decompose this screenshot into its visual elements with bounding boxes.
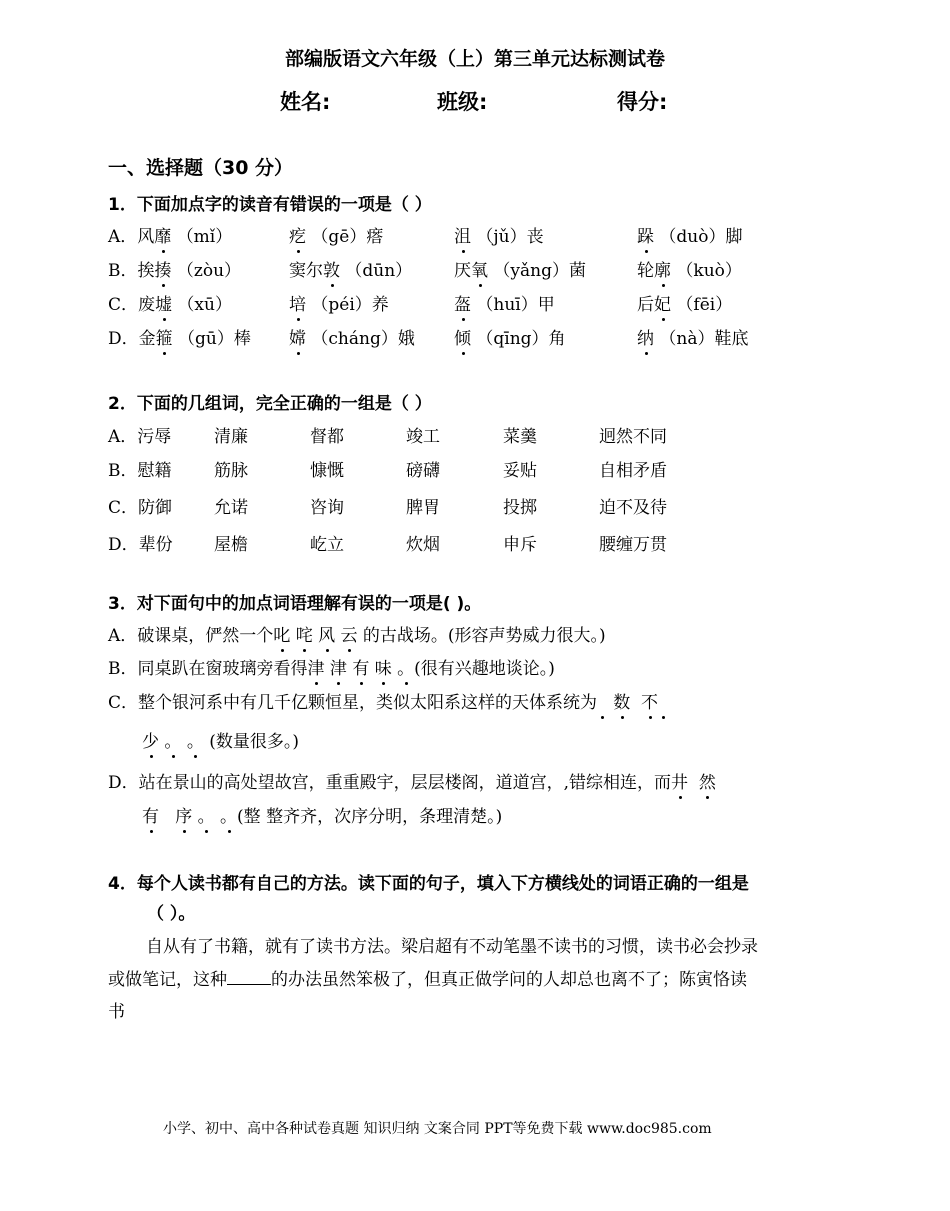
score-label: 得分: — [617, 90, 668, 114]
question-4-answer-bracket: （ ）。 — [147, 904, 196, 924]
q2-word: 清廉 — [214, 427, 248, 447]
q2-word: 督都 — [310, 427, 344, 447]
dotted-char: 敦 — [323, 261, 340, 281]
dotted-char: 。 — [220, 807, 238, 827]
dotted-char: 少 — [142, 732, 159, 752]
q1-option-cell — [454, 324, 566, 349]
option-text: (很有兴趣地谈论。) — [414, 659, 555, 679]
q1-option-cell — [289, 324, 415, 349]
q2-word: 妥贴 — [503, 461, 537, 481]
pinyin-suffix: （huī）甲 — [476, 295, 555, 315]
q1-option-cell — [637, 222, 742, 247]
pinyin-suffix: （jǔ）丧 — [476, 227, 544, 247]
dotted-char: 数 — [613, 693, 631, 713]
q2-word: 屋檐 — [214, 535, 248, 555]
q1-option-cell — [637, 256, 742, 281]
q1-option-cell — [289, 222, 383, 247]
q2-word: B．慰籍 — [108, 461, 172, 481]
fill-in-blank[interactable] — [227, 968, 271, 985]
q2-word: 竣工 — [406, 427, 440, 447]
question-3-option-b — [108, 654, 555, 679]
dotted-char: 井 — [671, 773, 689, 793]
q2-word: 菜羹 — [503, 427, 537, 447]
dotted-char: 墟 — [155, 295, 173, 315]
dotted-char: 靡 — [154, 227, 172, 247]
footer-text[interactable]: 小学、初中、高中各种试卷真题 知识归纳 文案合同 PPT等免费下载 www.doc985.com — [163, 1121, 712, 1137]
question-4-paragraph-line-1: 自从有了书籍，就有了读书方法。梁启超有不动笔墨不读书的习惯，读书必会抄录 — [146, 937, 758, 957]
pinyin-suffix: （cháng）娥 — [311, 329, 415, 349]
dotted-char: 。 — [397, 659, 415, 679]
cell-prefix: C．废 — [108, 295, 156, 315]
question-4-paragraph-line-3: 书 — [108, 1002, 125, 1022]
dotted-char: 跺 — [637, 227, 654, 247]
q1-option-cell — [108, 324, 251, 349]
question-3-option-c — [108, 688, 669, 713]
dotted-char: 盔 — [454, 295, 471, 315]
dotted-char: 氧 — [471, 261, 488, 281]
dotted-char: 咤 — [295, 626, 313, 646]
dotted-char: 沮 — [454, 227, 471, 247]
q2-word: 申斥 — [503, 535, 537, 555]
q2-word: A．污辱 — [108, 427, 172, 447]
q2-word: 屹立 — [310, 535, 344, 555]
dotted-char: 妃 — [654, 295, 671, 315]
q2-word: 慷慨 — [310, 461, 344, 481]
dotted-char: 序 — [175, 807, 193, 827]
question-1-header: 1．下面加点字的读音有错误的一项是（ ） — [108, 195, 432, 215]
option-text: D．站在景山的高处望故宫，重重殿宇，层层楼阁，道道宫，,错综相连，而 — [108, 773, 672, 793]
dotted-char: 然 — [698, 773, 716, 793]
question-3-option-d — [108, 768, 716, 793]
q2-word: 投掷 — [503, 498, 537, 518]
question-3-option-a — [108, 621, 606, 646]
cell-prefix: 后 — [637, 295, 654, 315]
pinyin-suffix: （kuò） — [676, 261, 742, 281]
option-text: (整 整齐齐，次序分明，条理清楚。) — [237, 807, 503, 827]
name-label: 姓名: — [280, 90, 331, 114]
dotted-char: 。 — [186, 732, 204, 752]
dotted-char: 味 — [374, 659, 392, 679]
q2-word: 自相矛盾 — [599, 461, 667, 481]
q2-word: 允诺 — [214, 498, 248, 518]
dotted-char: 。 — [164, 732, 182, 752]
pinyin-suffix: （nà）鞋底 — [659, 329, 749, 349]
dotted-char: 有 — [352, 659, 370, 679]
dotted-char: 嫦 — [289, 329, 306, 349]
dotted-char: 疙 — [289, 227, 306, 247]
q1-option-cell — [108, 256, 241, 281]
question-4-header: 4．每个人读书都有自己的方法。读下面的句子，填入下方横线处的词语正确的一组是 — [108, 874, 749, 894]
pinyin-suffix: （péi）养 — [311, 295, 389, 315]
pinyin-suffix: （fēi） — [676, 295, 733, 315]
q2-word: 咨询 — [310, 498, 344, 518]
option-text: C．整个银河系中有几千亿颗恒星，类似太阳系这样的天体系统为 — [108, 693, 598, 713]
pinyin-suffix: （zòu） — [176, 261, 242, 281]
exam-title: 部编版语文六年级（上）第三单元达标测试卷 — [284, 48, 665, 70]
cell-prefix: 轮 — [637, 261, 654, 281]
dotted-char: 培 — [289, 295, 306, 315]
q2-word: 脾胃 — [406, 498, 440, 518]
question-4-paragraph-line-2 — [108, 965, 747, 990]
q2-word: 迥然不同 — [599, 427, 667, 447]
dotted-char: 津 — [329, 659, 347, 679]
q1-option-cell — [108, 222, 232, 247]
dotted-char: 叱 — [273, 626, 291, 646]
pinyin-suffix: （duò）脚 — [659, 227, 743, 247]
q1-option-cell — [454, 256, 586, 281]
paragraph-text: 的办法虽然笨极了，但真正做学问的人却总也离不了；陈寅恪读 — [271, 970, 747, 990]
q2-word: 筋脉 — [214, 461, 248, 481]
q2-word: C．防御 — [108, 498, 173, 518]
cell-prefix: B．挨 — [108, 261, 155, 281]
pinyin-suffix: （yǎng）菌 — [493, 261, 586, 281]
cell-prefix: 厌 — [454, 261, 471, 281]
dotted-char: 风 — [318, 626, 336, 646]
dotted-char: 倾 — [454, 329, 471, 349]
cell-prefix: A．风 — [108, 227, 155, 247]
question-3-option-d-cont — [142, 802, 502, 827]
question-3-header: 3．对下面句中的加点词语理解有误的一项是( )。 — [108, 594, 482, 614]
dotted-char: 有 — [142, 807, 159, 827]
cell-prefix: 窦尔 — [289, 261, 323, 281]
q2-word: D．辈份 — [108, 535, 173, 555]
dotted-char: 不 — [641, 693, 659, 713]
q1-option-cell — [454, 222, 544, 247]
pinyin-suffix: （gē）瘩 — [311, 227, 384, 247]
dotted-char: 津 — [307, 659, 325, 679]
q2-word: 磅礴 — [406, 461, 440, 481]
dotted-char: 纳 — [637, 329, 654, 349]
question-2-header: 2．下面的几组词，完全正确的一组是（ ） — [108, 394, 432, 414]
dotted-char: 揍 — [154, 261, 172, 281]
q1-option-cell — [289, 256, 412, 281]
q2-word: 迫不及待 — [599, 498, 667, 518]
option-text: (数量很多。) — [209, 732, 299, 752]
question-3-option-c-cont — [142, 727, 299, 752]
option-text: 的古战场。(形容声势威力很大。) — [362, 626, 606, 646]
option-text: B．同桌趴在窗玻璃旁看得 — [108, 659, 308, 679]
pinyin-suffix: （mǐ） — [176, 227, 233, 247]
q1-option-cell — [637, 290, 732, 315]
dotted-char: 云 — [340, 626, 358, 646]
pinyin-suffix: （qīng）角 — [476, 329, 566, 349]
q2-word: 炊烟 — [406, 535, 440, 555]
paragraph-text: 或做笔记，这种 — [108, 970, 227, 990]
q1-option-cell — [637, 324, 749, 349]
pinyin-suffix: （dūn） — [345, 261, 413, 281]
section-title: 一、选择题（30 分） — [108, 157, 294, 179]
option-text: A．破课桌，俨然一个 — [108, 626, 274, 646]
dotted-char: 。 — [197, 807, 215, 827]
q1-option-cell — [108, 290, 232, 315]
pinyin-suffix: （xū） — [177, 295, 232, 315]
pinyin-suffix: （gū）棒 — [178, 329, 251, 349]
class-label: 班级: — [437, 90, 488, 114]
q2-word: 腰缠万贯 — [599, 535, 667, 555]
q1-option-cell — [454, 290, 555, 315]
dotted-char: 箍 — [155, 329, 173, 349]
cell-prefix: D．金 — [108, 329, 156, 349]
q1-option-cell — [289, 290, 389, 315]
dotted-char: 廓 — [654, 261, 671, 281]
